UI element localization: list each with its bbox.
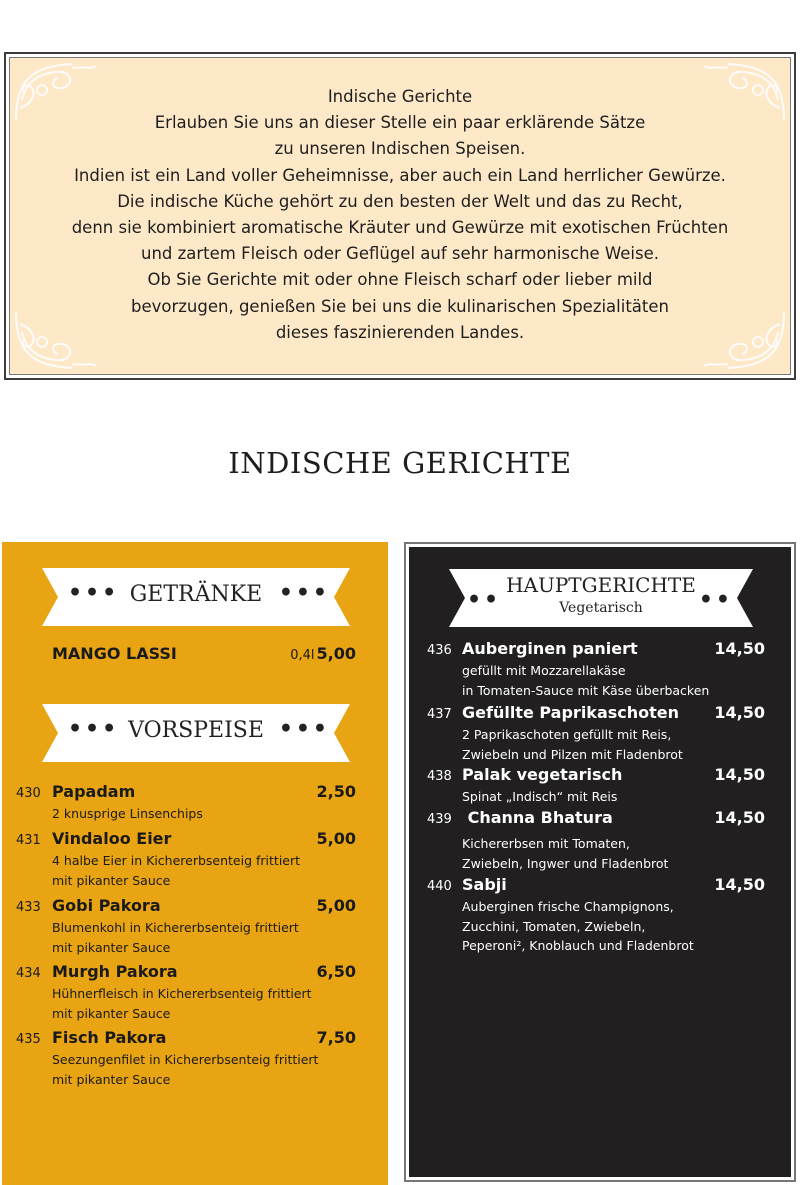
item-price: 14,50 [714, 703, 765, 722]
item-description [462, 897, 694, 956]
banner-dots: ••• [68, 716, 120, 742]
item-number: 436 [427, 643, 452, 658]
intro-line: dieses faszinierenden Landes. [275, 322, 525, 342]
intro-panel [9, 57, 791, 375]
item-number: 435 [16, 1032, 41, 1047]
item-desc-line: Zwiebeln und Pilzen mit Fladenbrot [462, 746, 683, 762]
left-menu-panel [2, 542, 388, 1185]
item-name: Palak vegetarisch [462, 765, 623, 784]
banner-dots: •• [467, 587, 502, 613]
item-name: Auberginen paniert [462, 639, 638, 658]
item-desc-line: Blumenkohl in Kichererbsenteig frittiert [52, 920, 299, 935]
starters-banner [42, 704, 350, 762]
item-number: 439 [427, 812, 452, 827]
item-desc-line: Kichererbsen mit Tomaten, [462, 836, 630, 851]
right-menu-panel [404, 542, 796, 1182]
banner-dots: ••• [68, 580, 120, 606]
intro-line: Ob Sie Gerichte mit oder ohne Fleisch scharf oder lieber mild [147, 270, 653, 290]
item-number: 433 [16, 900, 41, 915]
item-price: 14,50 [714, 765, 765, 784]
item-desc-line: 2 knusprige Linsenchips [52, 806, 203, 821]
drinks-banner [42, 568, 350, 626]
item-desc-line: Spinat „Indisch“ mit Reis [462, 789, 618, 804]
mains-subtitle: Vegetarisch [559, 600, 643, 616]
mains-title: HAUPTGERICHTE [506, 573, 696, 597]
item-desc-line: 4 halbe Eier in Kichererbsenteig frittiert [52, 853, 301, 868]
item-price: 5,00 [316, 644, 356, 663]
item-name: Vindaloo Eier [52, 829, 172, 848]
right-menu-inner [409, 547, 791, 1177]
item-price-group [290, 644, 356, 663]
item-desc-line: in Tomaten-Sauce mit Käse überbacken [462, 682, 710, 698]
item-description [52, 918, 299, 957]
item-number: 430 [16, 786, 41, 801]
item-description [52, 804, 203, 824]
item-desc-line: mit pikanter Sauce [52, 939, 171, 955]
item-price: 14,50 [714, 875, 765, 894]
mains-banner [449, 569, 753, 627]
item-desc-line: mit pikanter Sauce [52, 1071, 171, 1087]
item-desc-line: Seezungenfilet in Kichererbsenteig frittiert [52, 1052, 319, 1067]
intro-line: Die indische Küche gehört zu den besten der Welt und das zu Recht, [117, 191, 683, 211]
item-description [462, 787, 617, 807]
item-price: 7,50 [316, 1028, 356, 1047]
item-number: 440 [427, 879, 452, 894]
item-description [462, 834, 668, 873]
intro-line: zu unseren Indischen Speisen. [274, 139, 526, 159]
item-description [52, 984, 312, 1023]
item-description [462, 661, 709, 700]
intro-text [10, 84, 790, 346]
item-description [52, 1050, 318, 1089]
item-name: Fisch Pakora [52, 1028, 167, 1047]
item-name: Gefüllte Paprikaschoten [462, 703, 680, 722]
item-desc-line: mit pikanter Sauce [52, 1005, 171, 1021]
item-number: 434 [16, 966, 41, 981]
item-name: Sabji [462, 875, 507, 894]
intro-line: Indische Gerichte [327, 87, 473, 106]
item-price: 5,00 [316, 896, 356, 915]
item-desc-line: Zwiebeln, Ingwer und Fladenbrot [462, 855, 669, 871]
starters-title: VORSPEISE [128, 718, 264, 743]
item-price: 6,50 [316, 962, 356, 981]
intro-box [4, 52, 796, 380]
banner-dots: ••• [278, 716, 330, 742]
item-name: Gobi Pakora [52, 896, 161, 915]
item-size: 0,4l [290, 648, 315, 663]
item-description [462, 725, 683, 764]
item-name: MANGO LASSI [52, 644, 177, 663]
drinks-title: GETRÄNKE [129, 582, 263, 607]
item-name: Channa Bhatura [462, 808, 613, 827]
item-price: 2,50 [316, 782, 356, 801]
intro-line: Erlauben Sie uns an dieser Stelle ein paar erklärende Sätze [154, 113, 646, 133]
item-price: 5,00 [316, 829, 356, 848]
item-description [52, 851, 300, 890]
item-price: 14,50 [714, 639, 765, 658]
item-desc-line: Auberginen frische Champignons, [462, 899, 674, 914]
item-number: 431 [16, 833, 41, 848]
page-title: INDISCHE GERICHTE [228, 446, 572, 480]
item-name: Papadam [52, 782, 136, 801]
item-desc-line: Peperoni², Knoblauch und Fladenbrot [462, 938, 694, 953]
item-desc-line: 2 Paprikaschoten gefüllt mit Reis, [462, 727, 672, 742]
banner-dots: ••• [278, 580, 330, 606]
item-desc-line: Zucchini, Tomaten, Zwiebeln, [462, 918, 646, 934]
intro-line: und zartem Fleisch oder Geflügel auf sehr harmonische Weise. [140, 244, 660, 264]
item-desc-line: Hühnerfleisch in Kichererbsenteig frittiert [52, 986, 312, 1001]
item-name: Murgh Pakora [52, 962, 178, 981]
item-number: 438 [427, 769, 452, 784]
item-price: 14,50 [714, 808, 765, 827]
intro-line: Indien ist ein Land voller Geheimnisse, aber auch ein Land herrlicher Gewürze. [74, 165, 726, 185]
item-desc-line: gefüllt mit Mozzarellakäse [462, 663, 626, 678]
item-desc-line: mit pikanter Sauce [52, 872, 171, 888]
intro-line: bevorzugen, genießen Sie bei uns die kulinarischen Spezialitäten [130, 296, 669, 316]
item-number: 437 [427, 707, 452, 722]
intro-line: denn sie kombiniert aromatische Kräuter und Gewürze mit exotischen Früchten [71, 218, 729, 238]
banner-dots: •• [698, 587, 733, 613]
